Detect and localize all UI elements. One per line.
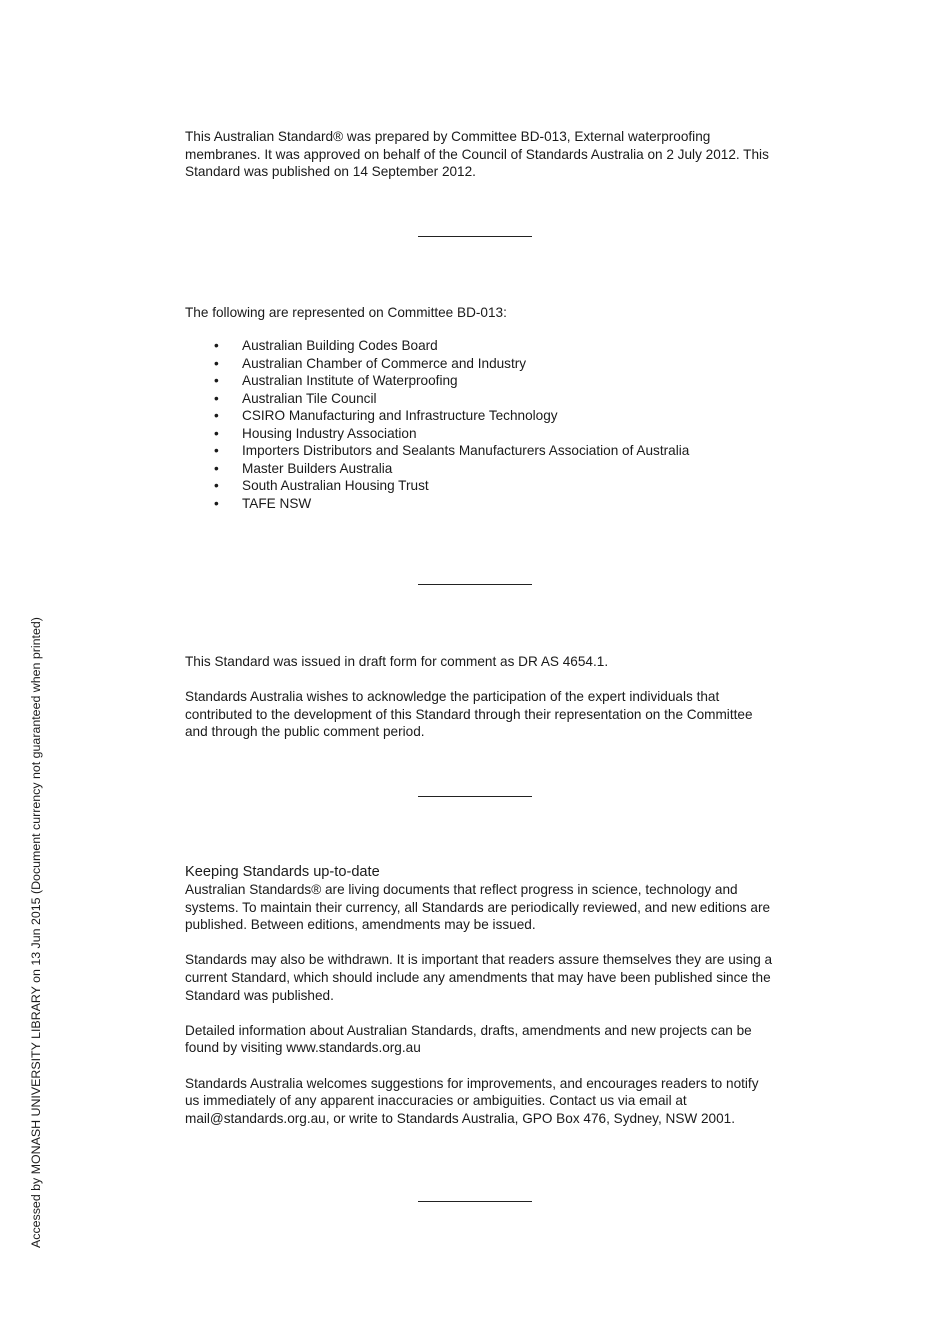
member-name: South Australian Housing Trust: [242, 478, 429, 494]
bullet-icon: •: [214, 338, 219, 353]
committee-intro: [185, 304, 775, 322]
list-item: [185, 460, 775, 478]
member-name: Master Builders Australia: [242, 460, 393, 476]
list-item: [185, 442, 775, 460]
list-item: [185, 355, 775, 373]
list-item: [185, 477, 775, 495]
section-heading: Keeping Standards up-to-date: [185, 864, 380, 880]
website-link[interactable]: www.standards.org.au: [286, 1040, 421, 1056]
bullet-icon: •: [214, 408, 219, 424]
section-divider: [418, 584, 532, 585]
member-name: Housing Industry Association: [242, 425, 417, 441]
list-item: [185, 337, 775, 355]
member-name: Australian Institute of Waterproofing: [242, 373, 458, 389]
member-name: Australian Chamber of Commerce and Industry: [242, 355, 527, 371]
committee-member-list: [185, 337, 775, 512]
contact-text: Standards Australia welcomes suggestions for improvements, and encourages readers to notify us immediately of any apparent inaccuracies or ambiguities. Contact us via email at: [185, 1075, 759, 1109]
member-name: Importers Distributors and Sealants Manufacturers Association of Australia: [242, 443, 690, 459]
preparation-text: This Australian Standard® was prepared by Committee BD-013, External waterproofing membranes. It was approved on behalf of the Council of Standards Australia on 2 July 2012. This Standard was published on 14 September 2012.: [185, 129, 769, 180]
postal-address-text: , or write to Standards Australia, GPO Box 476, Sydney, NSW 2001.: [325, 1110, 736, 1126]
section-divider: [418, 236, 532, 237]
member-name: TAFE NSW: [242, 495, 312, 511]
member-name: Australian Tile Council: [242, 390, 377, 406]
section-divider: [418, 1201, 532, 1202]
bullet-icon: •: [214, 355, 219, 371]
list-item: [185, 425, 775, 443]
list-item: [185, 390, 775, 408]
member-name: CSIRO Manufacturing and Infrastructure Technology: [242, 408, 558, 424]
information-text: Detailed information about Australian Standards, drafts, amendments and new projects can be found by visiting: [185, 1022, 752, 1056]
bullet-icon: •: [214, 478, 219, 494]
bullet-icon: •: [214, 495, 219, 511]
bullet-icon: •: [214, 460, 219, 476]
paragraph-contact: [185, 1075, 775, 1128]
bullet-icon: •: [214, 425, 219, 441]
paragraph-living-documents: Australian Standards® are living documents that reflect progress in science, technology and systems. To maintain their currency, all Standards are periodically reviewed, and new editions are published. Between editions, amendments may be issued.: [185, 882, 771, 933]
paragraph-information: [185, 1022, 775, 1057]
section-divider: [418, 796, 532, 797]
list-item: [185, 495, 775, 513]
paragraph-withdrawn: Standards may also be withdrawn. It is important that readers assure themselves they are using a current Standard, which should include any amendments that may have been published since the Standard was published.: [185, 952, 773, 1003]
bullet-icon: •: [214, 443, 219, 459]
draft-issued-text: This Standard was issued in draft form for comment as DR AS 4654.1.: [185, 654, 609, 669]
list-item: [185, 372, 775, 390]
list-item: [185, 407, 775, 425]
acknowledgement-text: Standards Australia wishes to acknowledge the participation of the expert individuals that contributed to the development of this Standard through their representation on the Committee and through the public comment period.: [185, 689, 753, 740]
committee-intro-text: The following are represented on Committee BD-013:: [185, 305, 507, 320]
draft-section: [185, 653, 775, 741]
email-link[interactable]: mail@standards.org.au: [185, 1110, 326, 1126]
preparation-statement: [185, 128, 775, 181]
uptodate-section: [185, 863, 775, 1127]
member-name: Australian Building Codes Board: [242, 338, 438, 353]
access-watermark-note: Accessed by MONASH UNIVERSITY LIBRARY on 13 Jun 2015 (Document currency not guaranteed when printed): [29, 617, 43, 1248]
bullet-icon: •: [214, 373, 219, 389]
bullet-icon: •: [214, 390, 219, 406]
